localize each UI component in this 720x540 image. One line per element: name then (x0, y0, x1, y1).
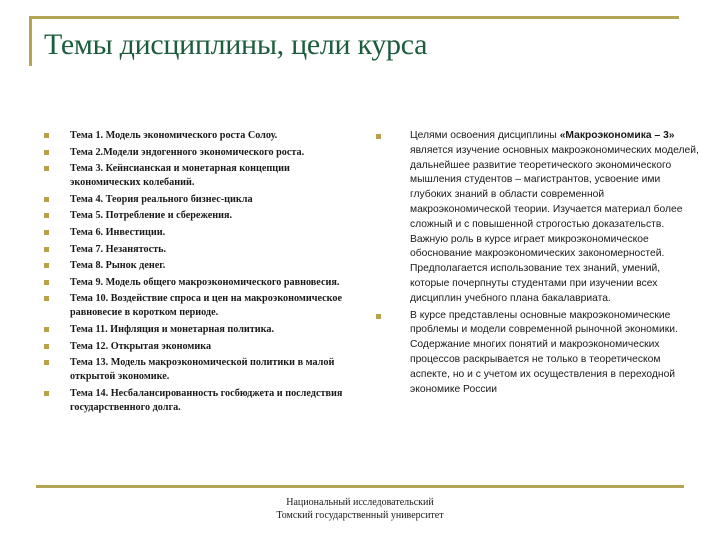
topic-item (40, 146, 360, 160)
square-bullet-icon (44, 230, 49, 235)
topic-text: Тема 3. Кейнсианская и монетарная концепции экономических колебаний. (70, 163, 290, 189)
goal-text: В курсе представлены основные макроэкономические проблемы и модели современной рыночной экономики. Содержание многих понятий и макроэкономических процессов раскрывается не только в теоретическом аспекте, но и с учетом их осуществления в переходной экономике России (410, 309, 678, 395)
square-bullet-icon (44, 280, 49, 285)
square-bullet-icon (44, 247, 49, 252)
goal-text-rest: является изучение основных макроэкономических моделей, дальнейшее развитие теоретического экономического мышления студентов – магистрантов, усвоение ими глубоких знаний в области современной макроэкономической теории. Изучается материал более сложный и с повышенной строгостью доказательств. Важную роль в курсе играет микроэкономическое обоснование макроэкономических закономерностей. Предполагается использование тех знаний, умений, которые почерпнуты студентами при изучении всех дисциплин учебного плана бакалавриата. (410, 144, 699, 304)
goal-item (372, 309, 702, 398)
footer-rule (36, 485, 684, 488)
goal-item (372, 129, 702, 307)
square-bullet-icon (44, 150, 49, 155)
topic-text: Тема 7. Незанятость. (70, 243, 167, 255)
title-top-rule (29, 16, 679, 19)
topic-item (40, 356, 360, 384)
topic-text: Тема 4. Теория реального бизнес-цикла (70, 193, 253, 205)
square-bullet-icon (44, 197, 49, 202)
topic-item (40, 323, 360, 337)
square-bullet-icon (376, 314, 381, 319)
topic-item (40, 276, 360, 290)
square-bullet-icon (44, 166, 49, 171)
topic-item (40, 292, 360, 320)
topic-text: Тема 11. Инфляция и монетарная политика. (70, 323, 275, 335)
topic-text: Тема 8. Рынок денег. (70, 260, 166, 272)
topic-text: Тема 13. Модель макроэкономической политики в малой открытой экономике. (70, 357, 335, 383)
goals-list (372, 129, 702, 399)
topic-item (40, 226, 360, 240)
topic-item (40, 340, 360, 354)
topic-text: Тема 2.Модели эндогенного экономического роста. (70, 146, 305, 158)
square-bullet-icon (44, 327, 49, 332)
topic-item (40, 193, 360, 207)
topic-text: Тема 9. Модель общего макроэкономического равновесия. (70, 276, 340, 288)
topic-item (40, 243, 360, 257)
square-bullet-icon (44, 344, 49, 349)
topic-item (40, 129, 360, 143)
footer-line-2: Томский государственный университет (276, 510, 444, 521)
topic-text: Тема 6. Инвестиции. (70, 226, 166, 238)
topic-item (40, 162, 360, 190)
slide-title: Темы дисциплины, цели курса (44, 28, 428, 61)
square-bullet-icon (44, 263, 49, 268)
square-bullet-icon (44, 133, 49, 138)
topics-list (40, 129, 360, 417)
footer (0, 496, 720, 522)
course-name: «Макроэкономика – 3» (559, 130, 675, 141)
square-bullet-icon (44, 360, 49, 365)
square-bullet-icon (44, 213, 49, 218)
topic-item (40, 387, 360, 415)
square-bullet-icon (44, 391, 49, 396)
goal-text-start: Целями освоения дисциплины (410, 130, 560, 141)
square-bullet-icon (44, 296, 49, 301)
topic-text: Тема 10. Воздействие спроса и цен на макроэкономическое равновесие в коротком периоде. (70, 293, 342, 319)
topic-item (40, 209, 360, 223)
square-bullet-icon (376, 134, 381, 139)
topic-text: Тема 12. Открытая экономика (70, 340, 212, 352)
topic-text: Тема 1. Модель экономического роста Солоу. (70, 130, 278, 141)
topic-text: Тема 5. Потребление и сбережения. (70, 210, 233, 222)
footer-line-1: Национальный исследовательский (286, 497, 434, 508)
topic-item (40, 259, 360, 273)
topic-text: Тема 14. Несбалансированность госбюджета и последствия государственного долга. (70, 387, 343, 413)
title-left-rule (29, 16, 32, 66)
